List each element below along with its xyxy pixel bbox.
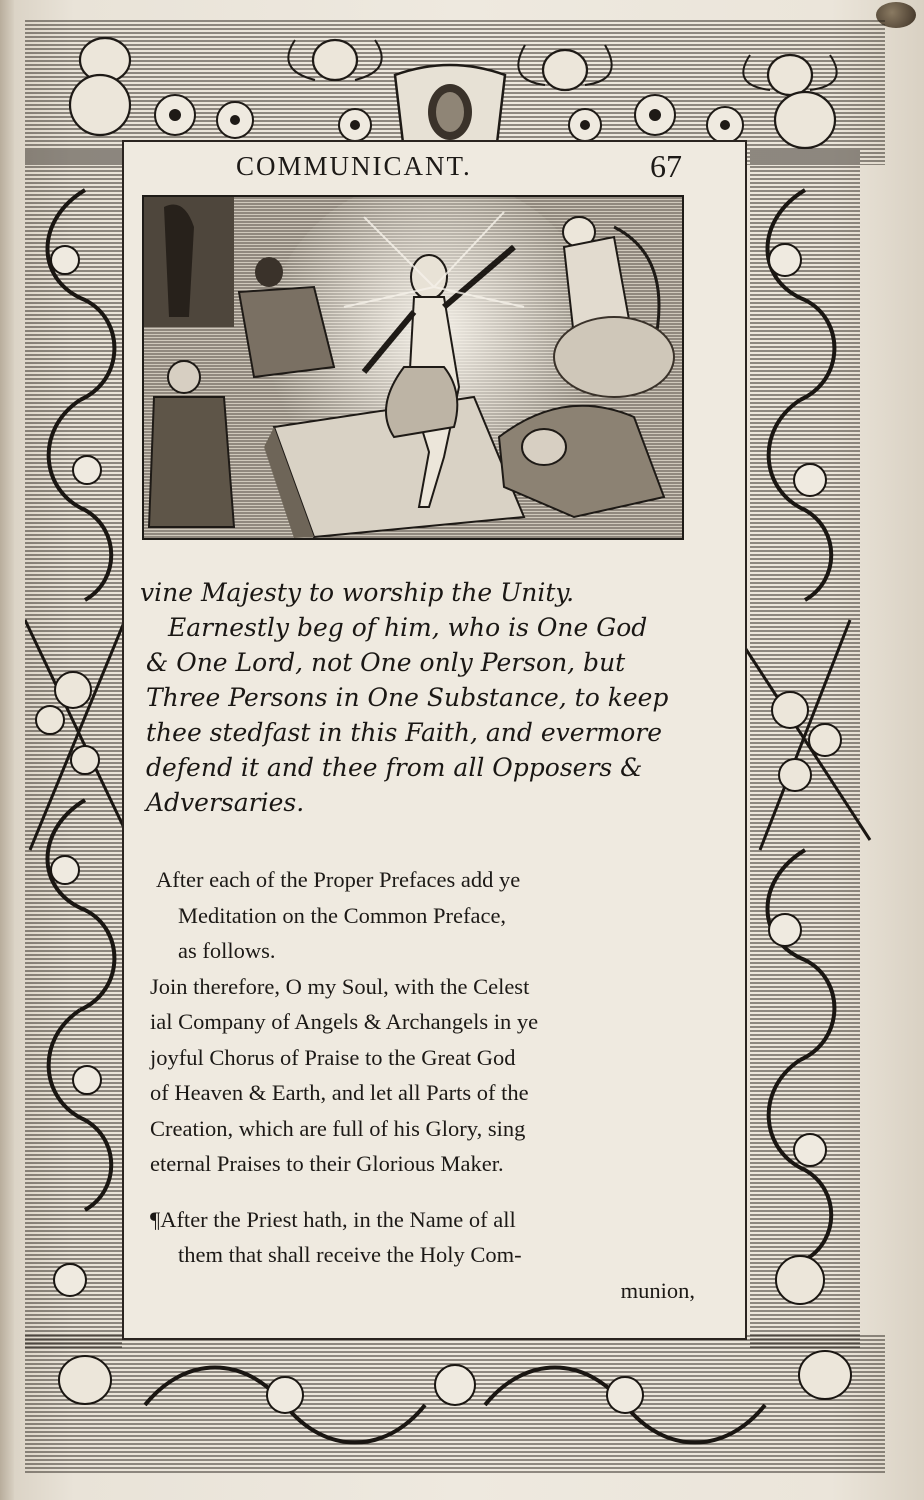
script-line: vine Majesty to worship the Unity.: [140, 578, 575, 607]
script-line: Adversaries.: [146, 788, 305, 817]
rubric-line: ¶After the Priest hath, in the Name of all: [150, 1206, 516, 1232]
meditation-line: Join therefore, O my Soul, with the Celest: [150, 973, 530, 999]
rubric-line: After each of the Proper Prefaces add ye: [156, 867, 521, 892]
script-line: defend it and thee from all Opposers &: [146, 753, 643, 782]
rubric-line: munion,: [620, 1277, 695, 1303]
script-line: & One Lord, not One only Person, but: [146, 648, 626, 677]
paragraph-gap: [150, 1182, 695, 1202]
resurrection-engraving: [142, 195, 684, 540]
page-gutter: [0, 0, 14, 1500]
engraved-border-right: [730, 150, 885, 1350]
rubric-line: as follows.: [178, 938, 276, 963]
meditation-line: ial Company of Angels & Archangels in ye: [150, 1009, 539, 1034]
roman-text: [150, 862, 695, 1308]
meditation-line: Creation, which are full of his Glory, sing: [150, 1115, 526, 1141]
meditation-line: of Heaven & Earth, and let all Parts of the: [150, 1080, 529, 1105]
page-number: 67: [650, 147, 682, 184]
script-passage: [140, 575, 700, 820]
meditation-line: eternal Praises to their Glorious Maker.: [150, 1151, 504, 1176]
script-line: Earnestly beg of him, who is One God: [168, 613, 648, 642]
engraved-border-bottom: [25, 1335, 885, 1475]
script-line: thee stedfast in this Faith, and evermore: [146, 718, 663, 747]
rubric-line: Meditation on the Common Preface,: [178, 902, 507, 928]
script-line: Three Persons in One Substance, to keep: [146, 683, 669, 712]
meditation-line: joyful Chorus of Praise to the Great God: [150, 1044, 516, 1070]
running-title: COMMUNICANT.: [236, 150, 472, 181]
rubric-line: them that shall receive the Holy Com-: [178, 1242, 522, 1267]
running-head: [220, 142, 690, 190]
